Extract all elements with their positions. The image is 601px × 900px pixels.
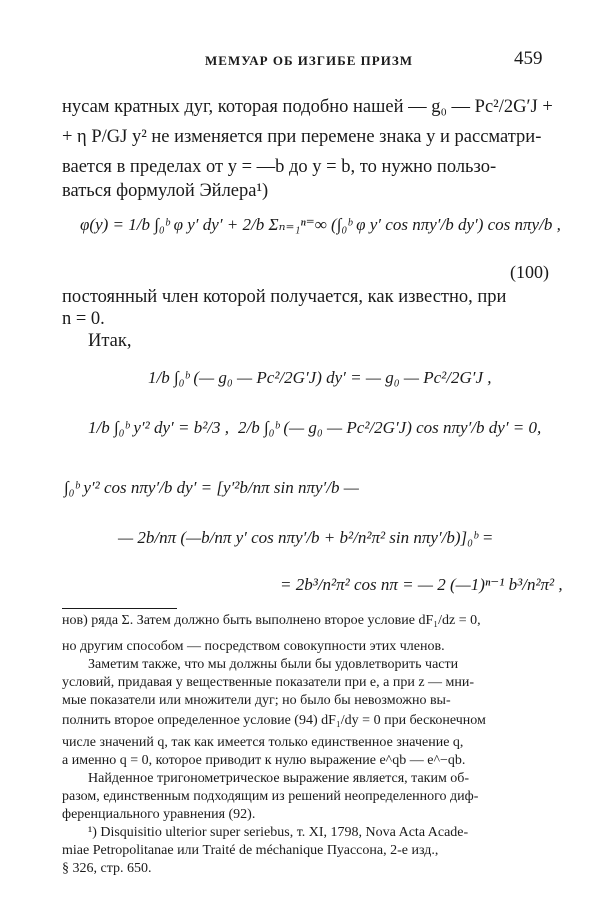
running-title: МЕМУАР ОБ ИЗГИБЕ ПРИЗМ [205,53,413,68]
text-line: вается в пределах от y = —b до y = b, то нужно пользо- [62,157,497,177]
footnote-line: числе значений q, так как имеется только единственное значение q, [62,735,464,750]
footnote-line: miae Petropolitanae или Traité de méchanique Пуассона, 2-е изд., [62,843,439,858]
footnote-line: условий, придавая y вещественные показатели при e, а при z — мни- [62,675,475,690]
equation-c1: ∫₀ᵇ y′² cos nπy′/b dy′ = [y′²b/nπ sin nπy′/b — [64,478,359,497]
footnote-divider [62,608,177,609]
equation-100: φ(y) = 1/b ∫₀ᵇ φ y′ dy′ + 2/b Σₙ₌₁ⁿ⁼∞ (∫₀ᵇ φ y′ cos nπy′/b dy′) cos nπy/b , [80,215,561,234]
equation-c3: = 2b³/n²π² cos nπ = — 2 (—1)ⁿ⁻¹ b³/n²π² , [280,575,563,594]
equation-number: (100) [510,262,549,282]
footnote-line: но другим способом — посредством совокупности этих членов. [62,639,445,654]
text-line: + η P/GJ y² не изменяется при перемене знака y и рассматри- [62,127,542,147]
footnote-line: Найденное тригонометрическое выражение является, таким об- [88,771,470,786]
text-line: ваться формулой Эйлера¹) [62,181,269,201]
text-line: постоянный член которой получается, как известно, при [62,287,507,307]
equation-b1: 1/b ∫₀ᵇ y′² dy′ = b²/3 , [88,418,230,437]
text-line: Итак, [88,331,132,351]
footnote-line: полнить второе определенное условие (94) dF₁/dy = 0 при бесконечном [62,713,486,728]
page-number: 459 [514,48,543,69]
footnote-line: нов) ряда Σ. Затем должно быть выполнено второе условие dF₁/dz = 0, [62,613,481,628]
equation-c2: — 2b/nπ (—b/nπ y′ cos nπy′/b + b²/n²π² sin nπy′/b)]₀ᵇ = [118,528,494,547]
text-line: нусам кратных дуг, которая подобно нашей — g₀ — Pc²/2G′J + [62,97,553,117]
footnote-line: ¹) Disquisitio ulterior super seriebus, т. XI, 1798, Nova Acta Acade- [88,825,469,840]
equation-b2: 2/b ∫₀ᵇ (— g₀ — Pc²/2G′J) cos nπy′/b dy′ = 0, [238,418,542,437]
equation-a: 1/b ∫₀ᵇ (— g₀ — Pc²/2G′J) dy′ = — g₀ — Pc²/2G′J , [148,368,492,387]
footnote-line: разом, единственным подходящим из решений неопределенного диф- [62,789,479,804]
footnote-line: ференциального уравнения (92). [62,807,256,822]
footnote-line: а именно q = 0, которое приводит к нулю выражение e^qb — e^−qb. [62,753,466,768]
footnote-line: мые показатели или множители дуг; но было бы невозможно вы- [62,693,451,708]
text-line: n = 0. [62,309,105,329]
footnote-line: § 326, стр. 650. [62,861,152,876]
footnote-line: Заметим также, что мы должны были бы удовлетворить части [88,657,459,672]
